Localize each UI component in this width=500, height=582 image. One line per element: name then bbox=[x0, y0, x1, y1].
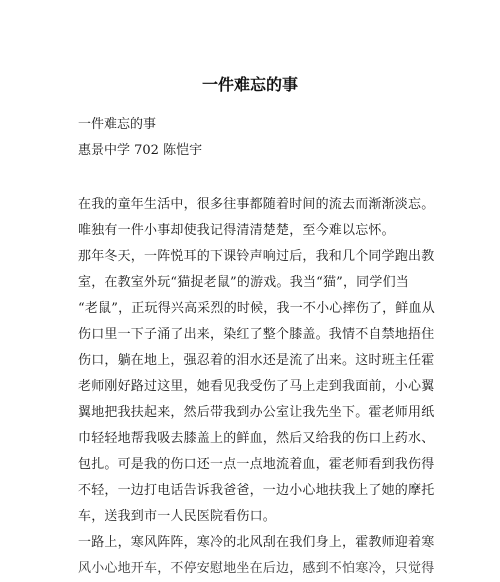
text-line: 唯独有一件小事却使我记得清清楚楚，至今难以忘怀。 bbox=[78, 223, 395, 238]
text-line: 不轻，一边打电话告诉我爸爸，一边小心地扶我上了她的摩托 bbox=[78, 483, 435, 498]
text-line: 伤口，躺在地上，强忍着的泪水还是流了出来。这时班主任霍 bbox=[78, 353, 435, 368]
text-line: 在我的童年生活中，很多往事都随着时间的流去而渐渐淡忘。 bbox=[78, 197, 435, 212]
text-line: 巾轻轻地帮我吸去膝盖上的鲜血，然后又给我的伤口上药水、 bbox=[78, 431, 435, 446]
text-line: 室，在教室外玩“猫捉老鼠”的游戏。我当“猫”，同学们当 bbox=[78, 275, 409, 290]
text-line: 老师刚好路过这里，她看见我受伤了马上走到我面前，小心翼 bbox=[78, 379, 435, 394]
text-line: 车，送我到市一人民医院看伤口。 bbox=[78, 509, 277, 524]
text-line: 那年冬天，一阵悦耳的下课铃声响过后，我和几个同学跑出教 bbox=[78, 249, 435, 264]
text-line: “老鼠”，正玩得兴高采烈的时候，我一不小心摔伤了，鲜血从 bbox=[78, 301, 435, 316]
text-line: 伤口里一下子涌了出来，染红了整个膝盖。我情不自禁地捂住 bbox=[78, 327, 435, 342]
document-subtitle: 一件难忘的事 bbox=[78, 117, 157, 132]
text-line: 包扎。可是我的伤口还一点一点地流着血，霍老师看到我伤得 bbox=[78, 457, 435, 472]
essay-body bbox=[78, 192, 435, 576]
author-line: 惠景中学 702 陈恺宇 bbox=[78, 143, 203, 158]
text-line: 一路上，寒风阵阵，寒冷的北风刮在我们身上，霍教师迎着寒 bbox=[78, 535, 435, 550]
document-title: 一件难忘的事 bbox=[201, 75, 298, 94]
text-line-partial: 风小心地开车，不停安慰地坐在后边，感到不怕寒冷，只觉得 bbox=[78, 561, 435, 576]
text-line: 翼地把我扶起来，然后带我到办公室让我先坐下。霍老师用纸 bbox=[78, 405, 435, 420]
